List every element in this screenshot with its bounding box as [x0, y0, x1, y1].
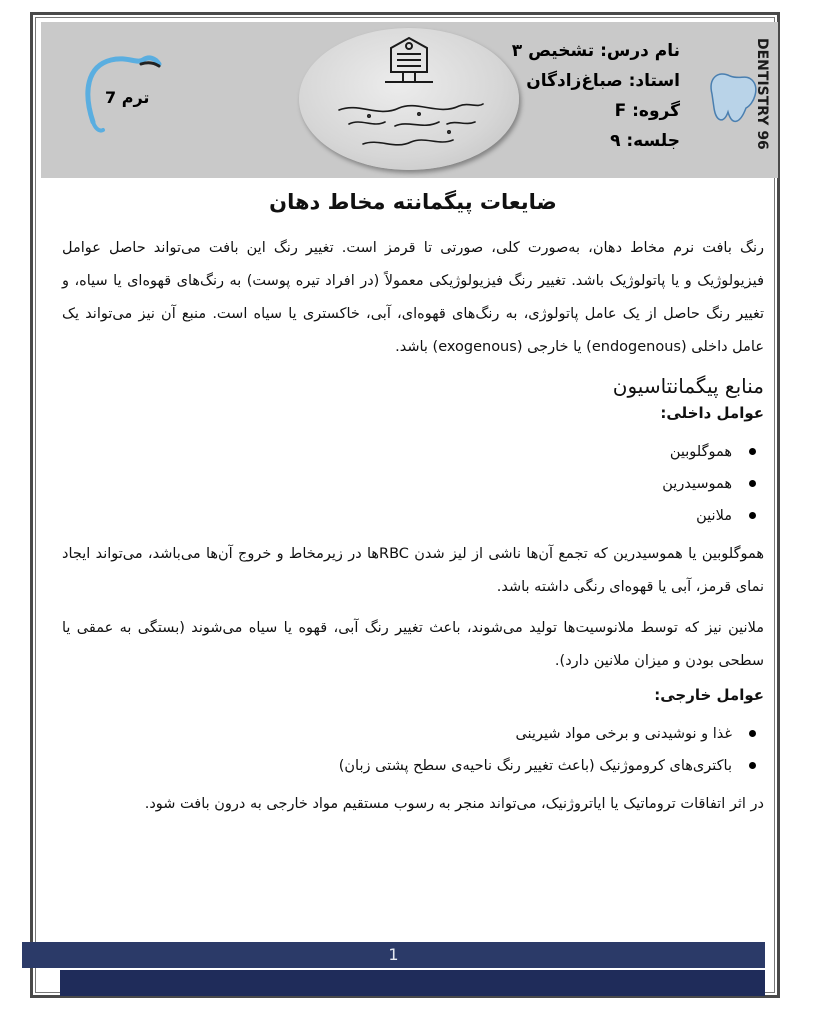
hemoglobin-paragraph: هموگلوبین یا هموسیدرین که تجمع آن‌ها ناشی از لیز شدن RBCها در زیرمخاط و خروج آن‌ها می‌باشد، می‌تواند ایجاد نمای قرمز، آبی یا قهوه‌ای رنگی داشته باشد.	[62, 546, 765, 595]
section-title: منابع پیگمانتاسیون	[612, 374, 764, 398]
list-item: باکتری‌های کروموژنیک (باعث تغییر رنگ ناحیه‌ی سطح پشتی زبان)	[62, 750, 732, 782]
term-label: ترم 7	[105, 88, 150, 107]
page-number: 1	[388, 945, 399, 964]
course-name: نام درس: تشخیص ۳	[511, 41, 680, 61]
group-label: گروه: F	[614, 101, 680, 121]
list-item: غذا و نوشیدنی و برخی مواد شیرینی	[62, 718, 732, 750]
document-title: ضایعات پیگمانته مخاط دهان	[269, 190, 557, 214]
document-header	[41, 22, 778, 178]
footer-bar-lower	[60, 970, 765, 996]
internal-factors-heading: عوامل داخلی:	[660, 404, 764, 422]
footer-bar	[22, 942, 765, 968]
course-info	[512, 36, 680, 156]
trauma-paragraph: در اثر اتفاقات تروماتیک یا ایاتروژنیک، می‌تواند منجر به رسوب مستقیم مواد خارجی به درون بافت شود.	[144, 796, 764, 812]
dentistry-tooth-icon	[706, 34, 770, 154]
list-item: هموگلوبین	[62, 436, 732, 468]
session-label: جلسه: ۹	[610, 131, 680, 151]
term-badge	[81, 52, 161, 136]
list-item: ملانین	[62, 500, 732, 532]
melanin-paragraph: ملانین نیز که توسط ملانوسیت‌ها تولید می‌شوند، باعث تغییر رنگ آبی، قهوه یا سیاه می‌شوند (بستگی به عمقی یا سطحی بودن و میزان ملانین دارد).	[62, 620, 764, 669]
document-body	[62, 182, 764, 829]
internal-factors-list	[62, 436, 764, 532]
svg-text:DENTISTRY 96: DENTISTRY 96	[754, 38, 770, 150]
external-factors-heading: عوامل خارجی:	[654, 686, 764, 704]
list-item: هموسیدرین	[62, 468, 732, 500]
external-factors-list	[62, 718, 764, 782]
instructor-name: استاد: صباغ‌زادگان	[526, 71, 680, 91]
university-logo-icon	[299, 28, 519, 170]
university-seal	[299, 28, 519, 170]
dentistry-logo	[706, 34, 770, 154]
intro-paragraph: رنگ بافت نرم مخاط دهان، به‌صورت کلی، صورتی تا قرمز است. تغییر رنگ این بافت می‌تواند حاصل عوامل فیزیولوژیک و یا پاتولوژیک باشد. تغییر رنگ فیزیولوژیکی معمولاً (در افراد تیره پوست) به رنگ‌های قهوه‌ای یا سیاه، و تغییر رنگ حاصل از یک عامل پاتولوژی، به رنگ‌های قهوه‌ای، آبی، خاکستری یا سیاه است. منبع آن نیز می‌تواند یک عامل داخلی (endogenous) یا خارجی (exogenous) باشد.	[62, 240, 764, 355]
